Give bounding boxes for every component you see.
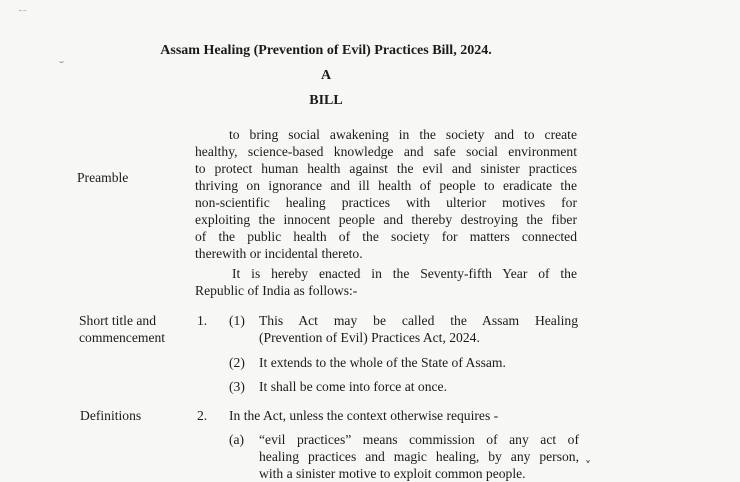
clause-text: with a sinister motive to exploit common people. — [259, 466, 526, 481]
subsection-text: This Act may be called the Assam Healing — [259, 313, 578, 328]
section2-label: Definitions — [80, 408, 142, 423]
bill-title: Assam Healing (Prevention of Evil) Practices Bill, 2024. — [160, 43, 492, 58]
section2-number: 2. — [197, 408, 208, 423]
article-a: A — [320, 68, 332, 83]
subsection-text: It extends to the whole of the State of Assam. — [259, 355, 506, 370]
section1-number: 1. — [197, 313, 208, 328]
preamble-line: therewith or incidental thereto. — [195, 246, 363, 261]
preamble-line: to protect human health against the evil and sinister practices — [195, 161, 577, 176]
enactment-line: It is hereby enacted in the Seventy-fifth Year of the — [232, 266, 577, 281]
subsection-text: (Prevention of Evil) Practices Act, 2024. — [259, 330, 480, 345]
subsection-text: It shall be come into force at once. — [259, 379, 447, 394]
bill-heading: BILL — [309, 93, 343, 108]
preamble-line: healthy, science-based knowledge and safe social environment — [195, 144, 577, 159]
clause-text: “evil practices” means commission of any act of — [259, 432, 579, 447]
preamble-line: of the public health of the society for matters connected — [195, 229, 577, 244]
clause-text: healing practices and magic healing, by any person, — [259, 449, 579, 464]
preamble-line: thriving on ignorance and ill health of people to eradicate the — [195, 178, 577, 193]
preamble-line: exploiting the innocent people and thereby destroying the fiber — [195, 212, 577, 227]
subsection-marker: (1) — [229, 313, 245, 328]
section2-intro: In the Act, unless the context otherwise requires - — [229, 408, 499, 423]
subsection-marker: (3) — [229, 379, 245, 394]
scan-speck: ˘ — [58, 60, 65, 76]
clause-marker: (a) — [229, 432, 245, 447]
preamble-label: Preamble — [77, 170, 129, 185]
enactment-line: Republic of India as follows:- — [195, 283, 358, 298]
scan-speck: ˜˜ — [18, 10, 27, 20]
scan-speck: ˬ — [585, 449, 591, 463]
preamble-line: to bring social awakening in the society and to create — [229, 127, 577, 142]
section1-label: commencement — [79, 330, 166, 345]
subsection-marker: (2) — [229, 355, 245, 370]
section1-label: Short title and — [79, 313, 157, 328]
preamble-line: non-scientific healing practices with ulterior motives for — [195, 195, 577, 210]
